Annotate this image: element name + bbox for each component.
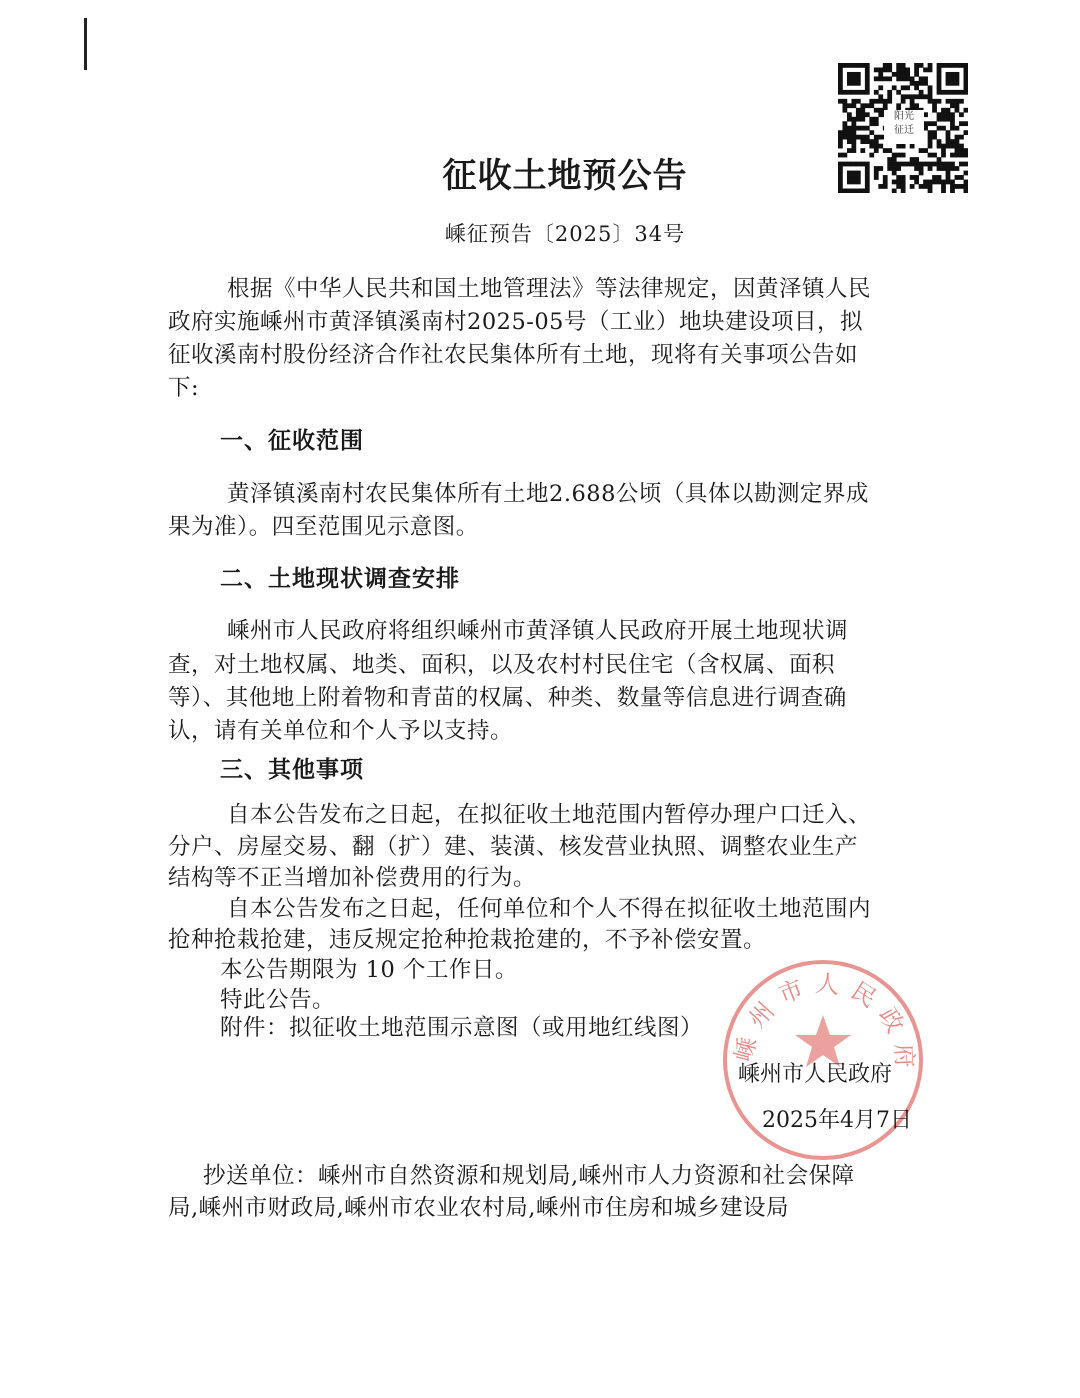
section-line: 查，对土地权属、地类、面积，以及农村村民住宅（含权属、面积 [168, 652, 836, 678]
page-title: 征收土地预公告 [442, 156, 688, 196]
qr-label-line: 征迁 [894, 125, 914, 136]
section-heading: 二、土地现状调查安排 [220, 566, 460, 592]
section-heading: 一、征收范围 [220, 428, 364, 454]
cc-line: 抄送单位：嵊州市自然资源和规划局,嵊州市人力资源和社会保障 [203, 1163, 855, 1189]
intro-line: 征收溪南村股份经济合作社农民集体所有土地，现将有关事项公告如 [168, 342, 859, 368]
section-line: 认，请有关单位和个人予以支持。 [168, 718, 514, 744]
section-line: 黄泽镇溪南村农民集体所有土地2.688公顷（具体以勘测定界成 [227, 481, 869, 507]
section-line: 抢种抢栽抢建，违反规定抢种抢栽抢建的，不予补偿安置。 [168, 927, 767, 953]
section-line: 自本公告发布之日起，任何单位和个人不得在拟征收土地范围内 [227, 896, 872, 922]
issue-date: 2025年4月7日 [762, 1108, 912, 1133]
section-line: 本公告期限为 10 个工作日。 [220, 957, 518, 983]
intro-line: 下: [168, 375, 200, 401]
attachment-line: 附件：拟征收土地范围示意图（或用地红线图） [220, 1015, 704, 1041]
issuer-name: 嵊州市人民政府 [738, 1062, 893, 1087]
section-line: 结构等不正当增加补偿费用的行为。 [168, 865, 537, 891]
cc-line: 局,嵊州市财政局,嵊州市农业农村局,嵊州市住房和城乡建设局 [168, 1195, 789, 1221]
scan-corner-mark [84, 18, 87, 70]
section-line: 分户、房屋交易、翻（扩）建、装潢、核发营业执照、调整农业生产 [168, 834, 859, 860]
section-heading: 三、其他事项 [220, 757, 364, 783]
qr-center-label [884, 110, 924, 144]
qr-label-line: 阳光 [894, 111, 914, 122]
section-line: 自本公告发布之日起，在拟征收土地范围内暂停办理户口迁入、 [227, 802, 872, 828]
section-line: 果为准）。四至范围见示意图。 [168, 514, 479, 540]
svg-text:嵊州市人民政府: 嵊州市人民政府 [729, 969, 920, 1079]
intro-line: 政府实施嵊州市黄泽镇溪南村2025-05号（工业）地块建设项目，拟 [168, 309, 863, 335]
section-line: 嵊州市人民政府将组织嵊州市黄泽镇人民政府开展土地现状调 [227, 618, 849, 644]
intro-line: 根据《中华人民共和国土地管理法》等法律规定，因黄泽镇人民 [227, 276, 872, 302]
section-line: 等）、其他地上附着物和青苗的权属、种类、数量等信息进行调查确 [168, 685, 847, 711]
section-line: 特此公告。 [220, 987, 336, 1013]
document-number: 嵊征预告〔2025〕34号 [444, 222, 686, 246]
